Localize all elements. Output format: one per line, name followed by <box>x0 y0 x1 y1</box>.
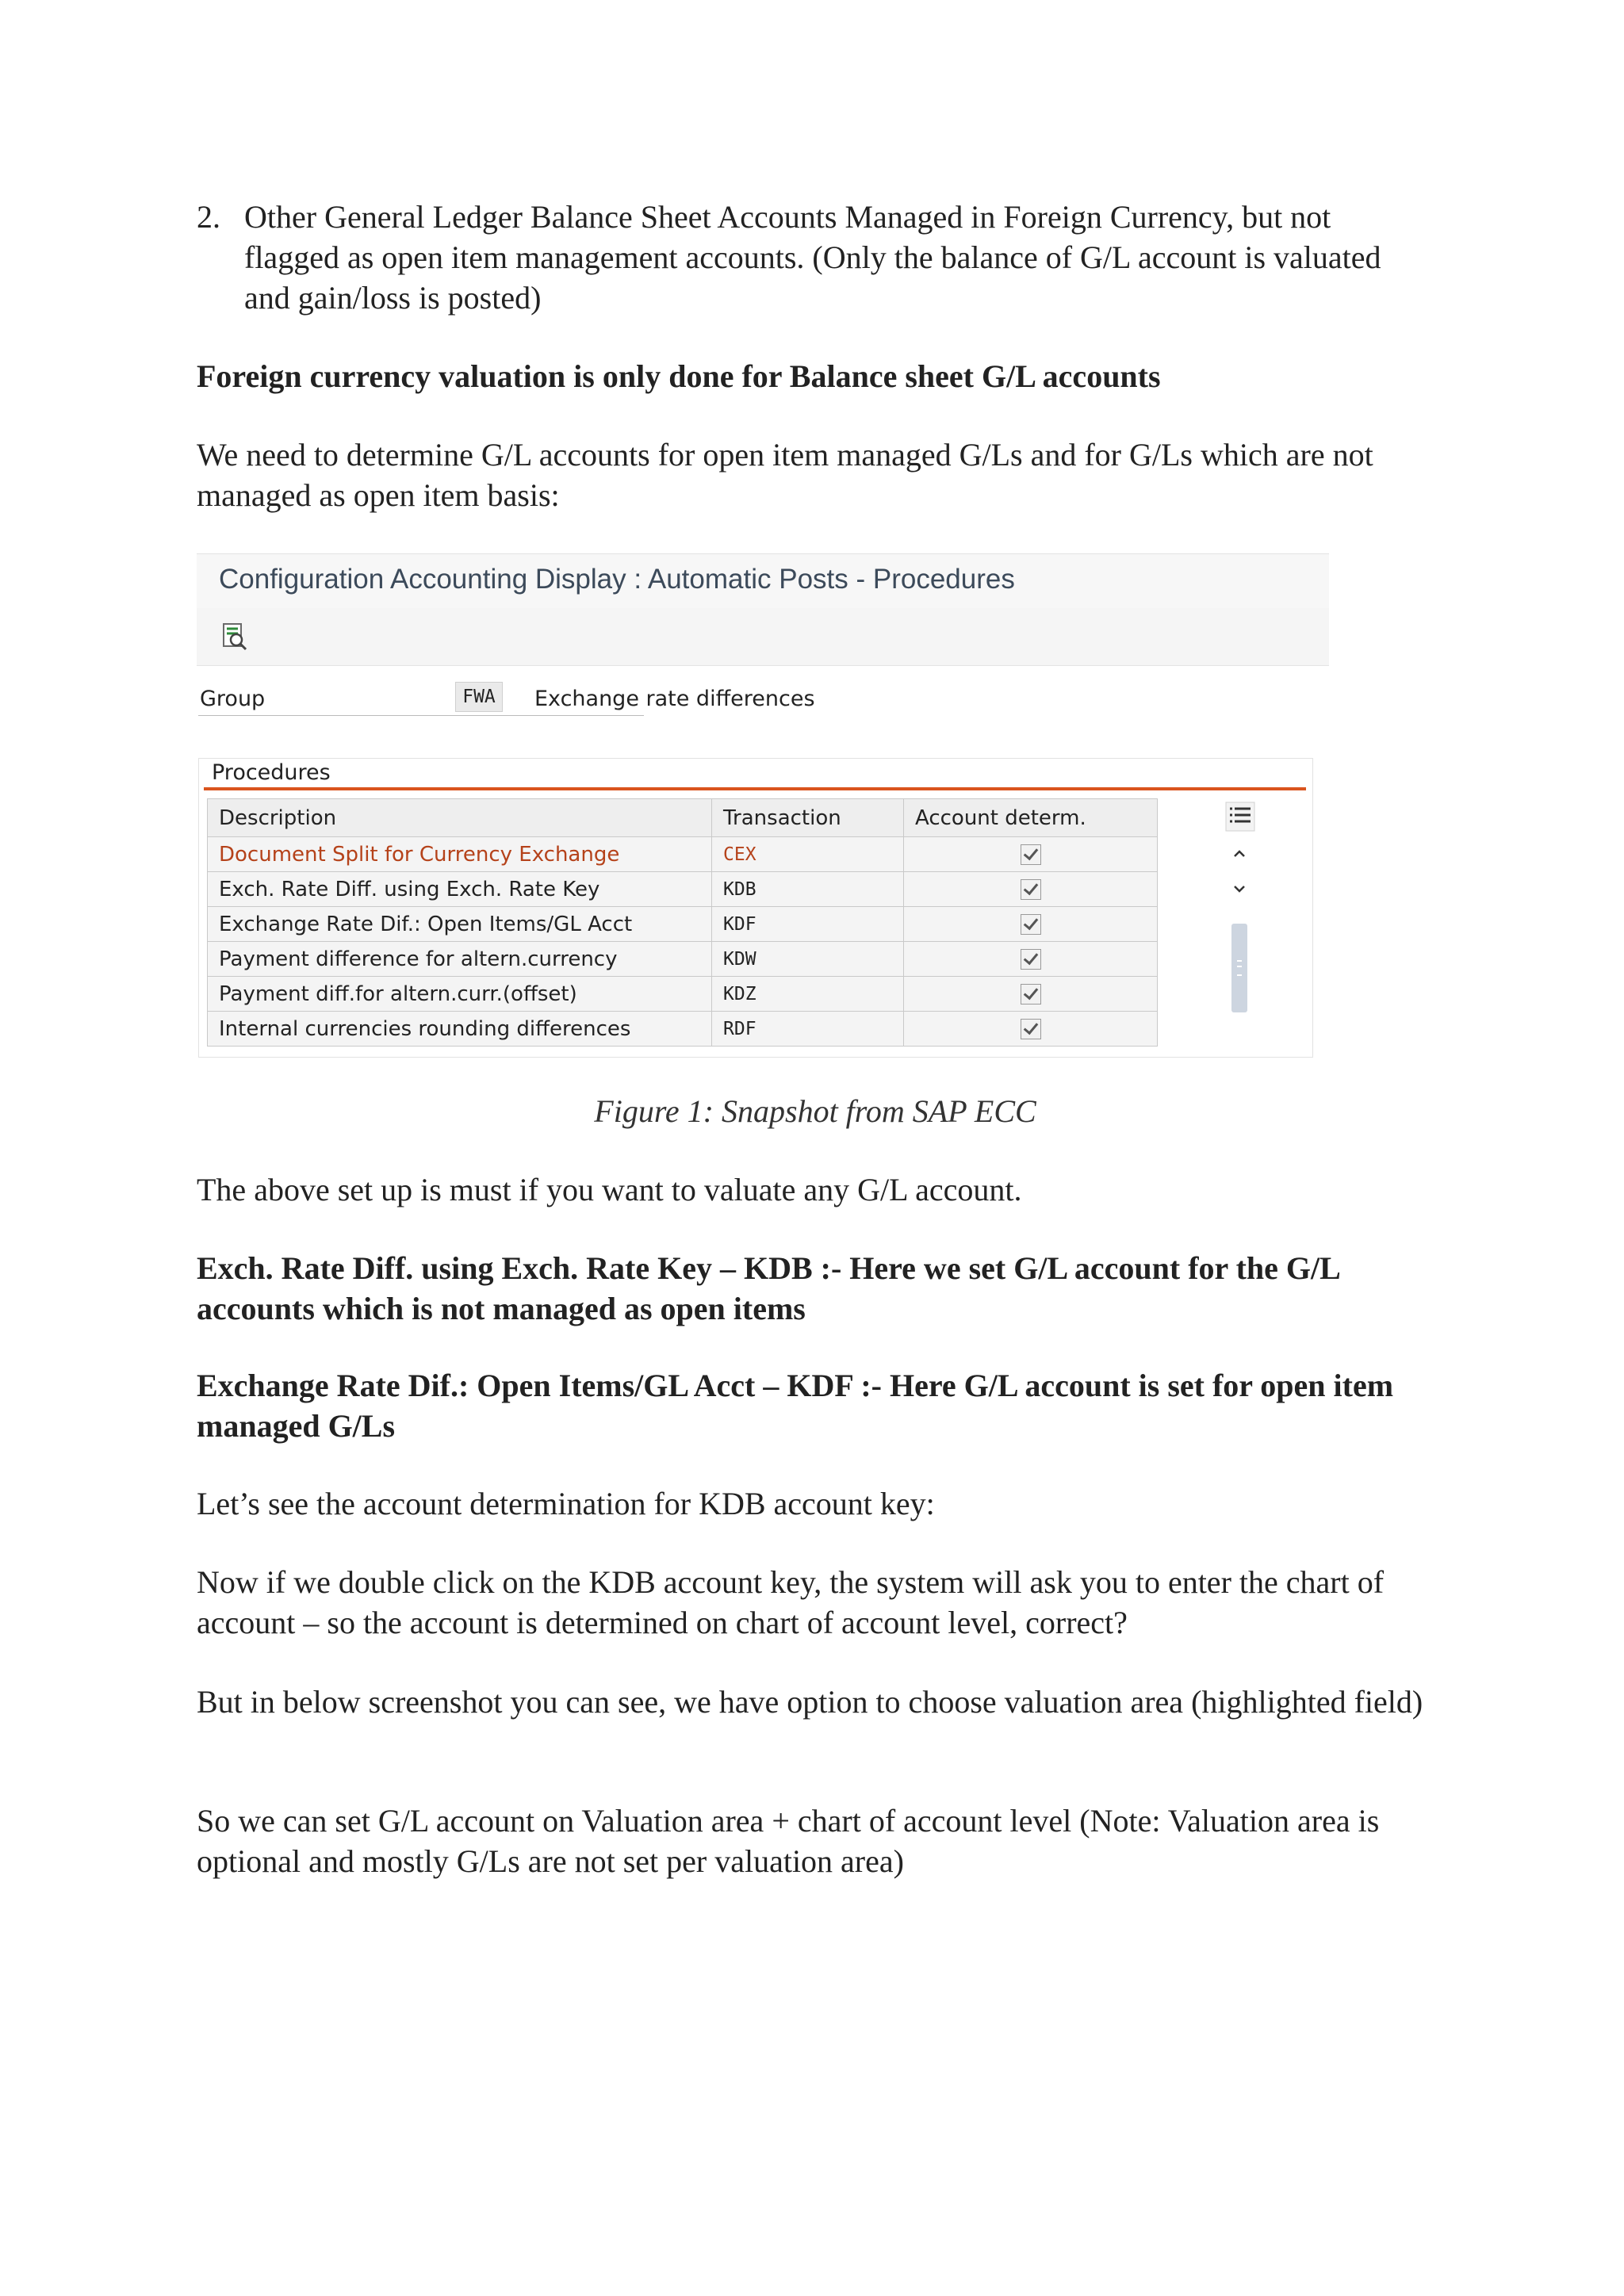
checkbox-checked[interactable] <box>1021 914 1041 935</box>
procedures-panel <box>198 758 1313 1058</box>
checkbox-checked[interactable] <box>1021 844 1041 865</box>
list-number: 2. <box>197 199 220 235</box>
column-header-account-determ[interactable]: Account determ. <box>904 799 1158 837</box>
sap-screenshot <box>197 553 1329 1058</box>
group-underline <box>198 715 644 716</box>
table-row[interactable] <box>208 872 1158 907</box>
row-transaction[interactable]: RDF <box>712 1012 904 1047</box>
chevron-up-icon[interactable] <box>1231 846 1247 862</box>
procedures-table <box>207 798 1158 1047</box>
intro-paragraph: We need to determine G/L accounts for open item managed G/Ls and for G/Ls which are not managed as open item basis: <box>197 437 1373 513</box>
row-account-determ-cell <box>904 837 1158 872</box>
paragraph-lets-see: Let’s see the account determination for KDB account key: <box>197 1486 935 1521</box>
row-description[interactable]: Payment difference for altern.currency <box>208 942 712 977</box>
row-description[interactable]: Internal currencies rounding differences <box>208 1012 712 1047</box>
row-description[interactable]: Exch. Rate Diff. using Exch. Rate Key <box>208 872 712 907</box>
row-transaction[interactable]: KDB <box>712 872 904 907</box>
table-scrollbar[interactable] <box>1222 797 1258 1058</box>
table-row[interactable] <box>208 1012 1158 1047</box>
row-account-determ-cell <box>904 1012 1158 1047</box>
column-header-description[interactable]: Description <box>208 799 712 837</box>
bold-note: Foreign currency valuation is only done for Balance sheet G/L accounts <box>197 358 1161 394</box>
paragraph-setup: The above set up is must if you want to valuate any G/L account. <box>197 1172 1022 1207</box>
group-description: Exchange rate differences <box>534 687 815 711</box>
row-account-determ-cell <box>904 872 1158 907</box>
list-item-text: Other General Ledger Balance Sheet Accounts Managed in Foreign Currency, but not flagged as open item management accounts. (Only the balance of G/L account is valuated and gain/loss is posted) <box>244 199 1381 316</box>
table-row[interactable] <box>208 942 1158 977</box>
list-item-2 <box>197 197 1434 318</box>
row-transaction[interactable]: KDZ <box>712 977 904 1012</box>
sap-window-title: Configuration Accounting Display : Automatic Posts - Procedures <box>219 564 1015 595</box>
procedures-title: Procedures <box>212 760 331 785</box>
table-row[interactable] <box>208 907 1158 942</box>
checkbox-checked[interactable] <box>1021 879 1041 900</box>
group-label: Group <box>200 687 266 711</box>
sap-title-bar <box>197 553 1329 609</box>
paragraph-double-click: Now if we double click on the KDB account key, the system will ask you to enter the chart of account – so the account is determined on chart of account level, correct? <box>197 1564 1385 1640</box>
checkbox-checked[interactable] <box>1021 1019 1041 1039</box>
group-field[interactable]: FWA <box>455 682 503 712</box>
paragraph-kdb: Exch. Rate Diff. using Exch. Rate Key – KDB :- Here we set G/L account for the G/L accounts which is not managed as open items <box>197 1250 1339 1326</box>
column-header-transaction[interactable]: Transaction <box>712 799 904 837</box>
row-transaction[interactable]: KDF <box>712 907 904 942</box>
row-transaction[interactable]: CEX <box>712 837 904 872</box>
row-description[interactable]: Exchange Rate Dif.: Open Items/GL Acct <box>208 907 712 942</box>
column-settings-icon[interactable] <box>1225 802 1255 832</box>
scrollbar-thumb[interactable] <box>1231 924 1247 1012</box>
chevron-down-icon[interactable] <box>1231 881 1247 897</box>
row-description[interactable]: Payment diff.for altern.curr.(offset) <box>208 977 712 1012</box>
paragraph-below-screenshot: But in below screenshot you can see, we have option to choose valuation area (highlighted field) <box>197 1684 1423 1720</box>
checkbox-checked[interactable] <box>1021 984 1041 1004</box>
figure-caption: Figure 1: Snapshot from SAP ECC <box>594 1093 1036 1129</box>
sap-toolbar <box>197 608 1329 666</box>
paragraph-valuation-area: So we can set G/L account on Valuation area + chart of account level (Note: Valuation area is optional and mostly G/Ls are not set per valuation area) <box>197 1803 1380 1879</box>
row-account-determ-cell <box>904 907 1158 942</box>
row-account-determ-cell <box>904 977 1158 1012</box>
table-row[interactable] <box>208 837 1158 872</box>
checkbox-checked[interactable] <box>1021 949 1041 970</box>
row-account-determ-cell <box>904 942 1158 977</box>
table-row[interactable] <box>208 977 1158 1012</box>
row-transaction[interactable]: KDW <box>712 942 904 977</box>
row-description[interactable]: Document Split for Currency Exchange <box>208 837 712 872</box>
display-object-icon[interactable] <box>219 621 251 652</box>
paragraph-kdf: Exchange Rate Dif.: Open Items/GL Acct – KDF :- Here G/L account is set for open item managed G/Ls <box>197 1368 1394 1444</box>
procedures-accent-line <box>204 787 1306 790</box>
table-header-row <box>208 799 1158 837</box>
